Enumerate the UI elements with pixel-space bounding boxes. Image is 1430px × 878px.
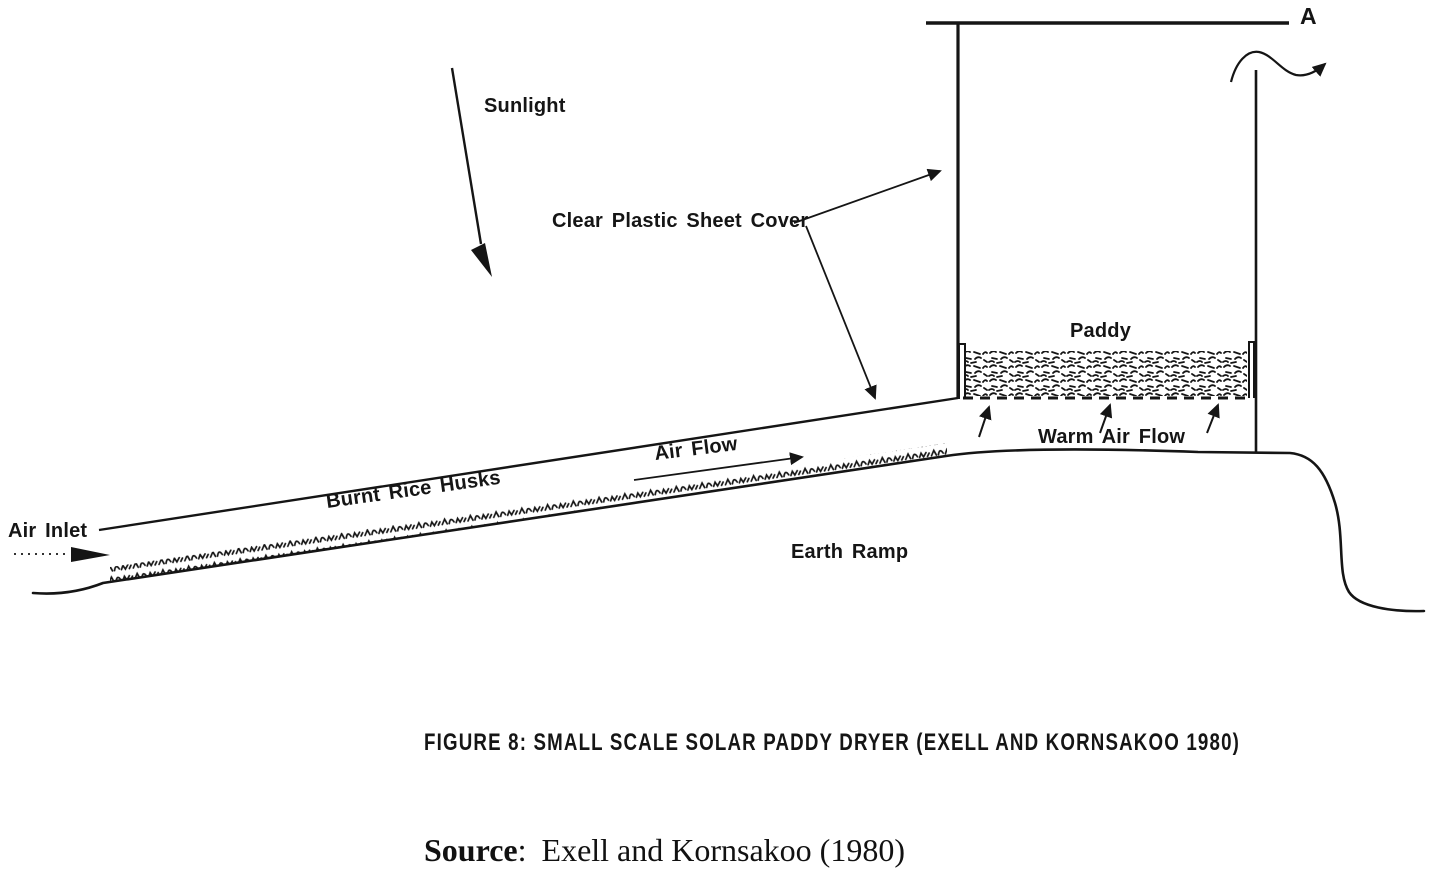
label-sunlight: Sunlight <box>484 95 566 117</box>
warm-air-arrow-left <box>979 407 989 437</box>
label-air-flow: Air Flow <box>653 432 739 466</box>
sunlight-arrowhead <box>471 243 492 277</box>
label-paddy: Paddy <box>1070 320 1132 342</box>
paddy-tray-right-lip <box>1249 342 1254 398</box>
label-section-marker-a: A <box>1300 3 1317 29</box>
source-line <box>424 832 905 869</box>
label-clear-plastic-sheet-cover: Clear Plastic Sheet Cover <box>552 210 809 232</box>
warm-air-arrow-right <box>1207 405 1218 433</box>
sunlight-arrow <box>452 68 481 244</box>
air-outlet-wave-arrow <box>1231 52 1325 82</box>
source-label: Source <box>424 832 518 868</box>
air-inlet-arrowhead <box>71 547 110 562</box>
figure-caption-text: FIGURE 8: SMALL SCALE SOLAR PADDY DRYER (EXELL AND KORNSAKOO 1980) <box>424 729 1241 756</box>
cover-pointer-arrow-upper <box>794 171 940 223</box>
source-text: Exell and Kornsakoo (1980) <box>541 832 905 868</box>
source-separator: : <box>517 832 527 868</box>
figure-caption <box>424 729 1430 757</box>
paddy-tray-left-lip <box>959 344 965 399</box>
label-air-inlet: Air Inlet <box>8 520 88 542</box>
label-warm-air-flow: Warm Air Flow <box>1038 426 1186 448</box>
earth-ground-line <box>33 449 1424 611</box>
label-earth-ramp: Earth Ramp <box>791 541 909 563</box>
label-burnt-rice-husks: Burnt Rice Husks <box>324 466 503 514</box>
cover-pointer-arrow-lower <box>806 226 875 398</box>
paddy-grain-texture <box>966 351 1247 396</box>
